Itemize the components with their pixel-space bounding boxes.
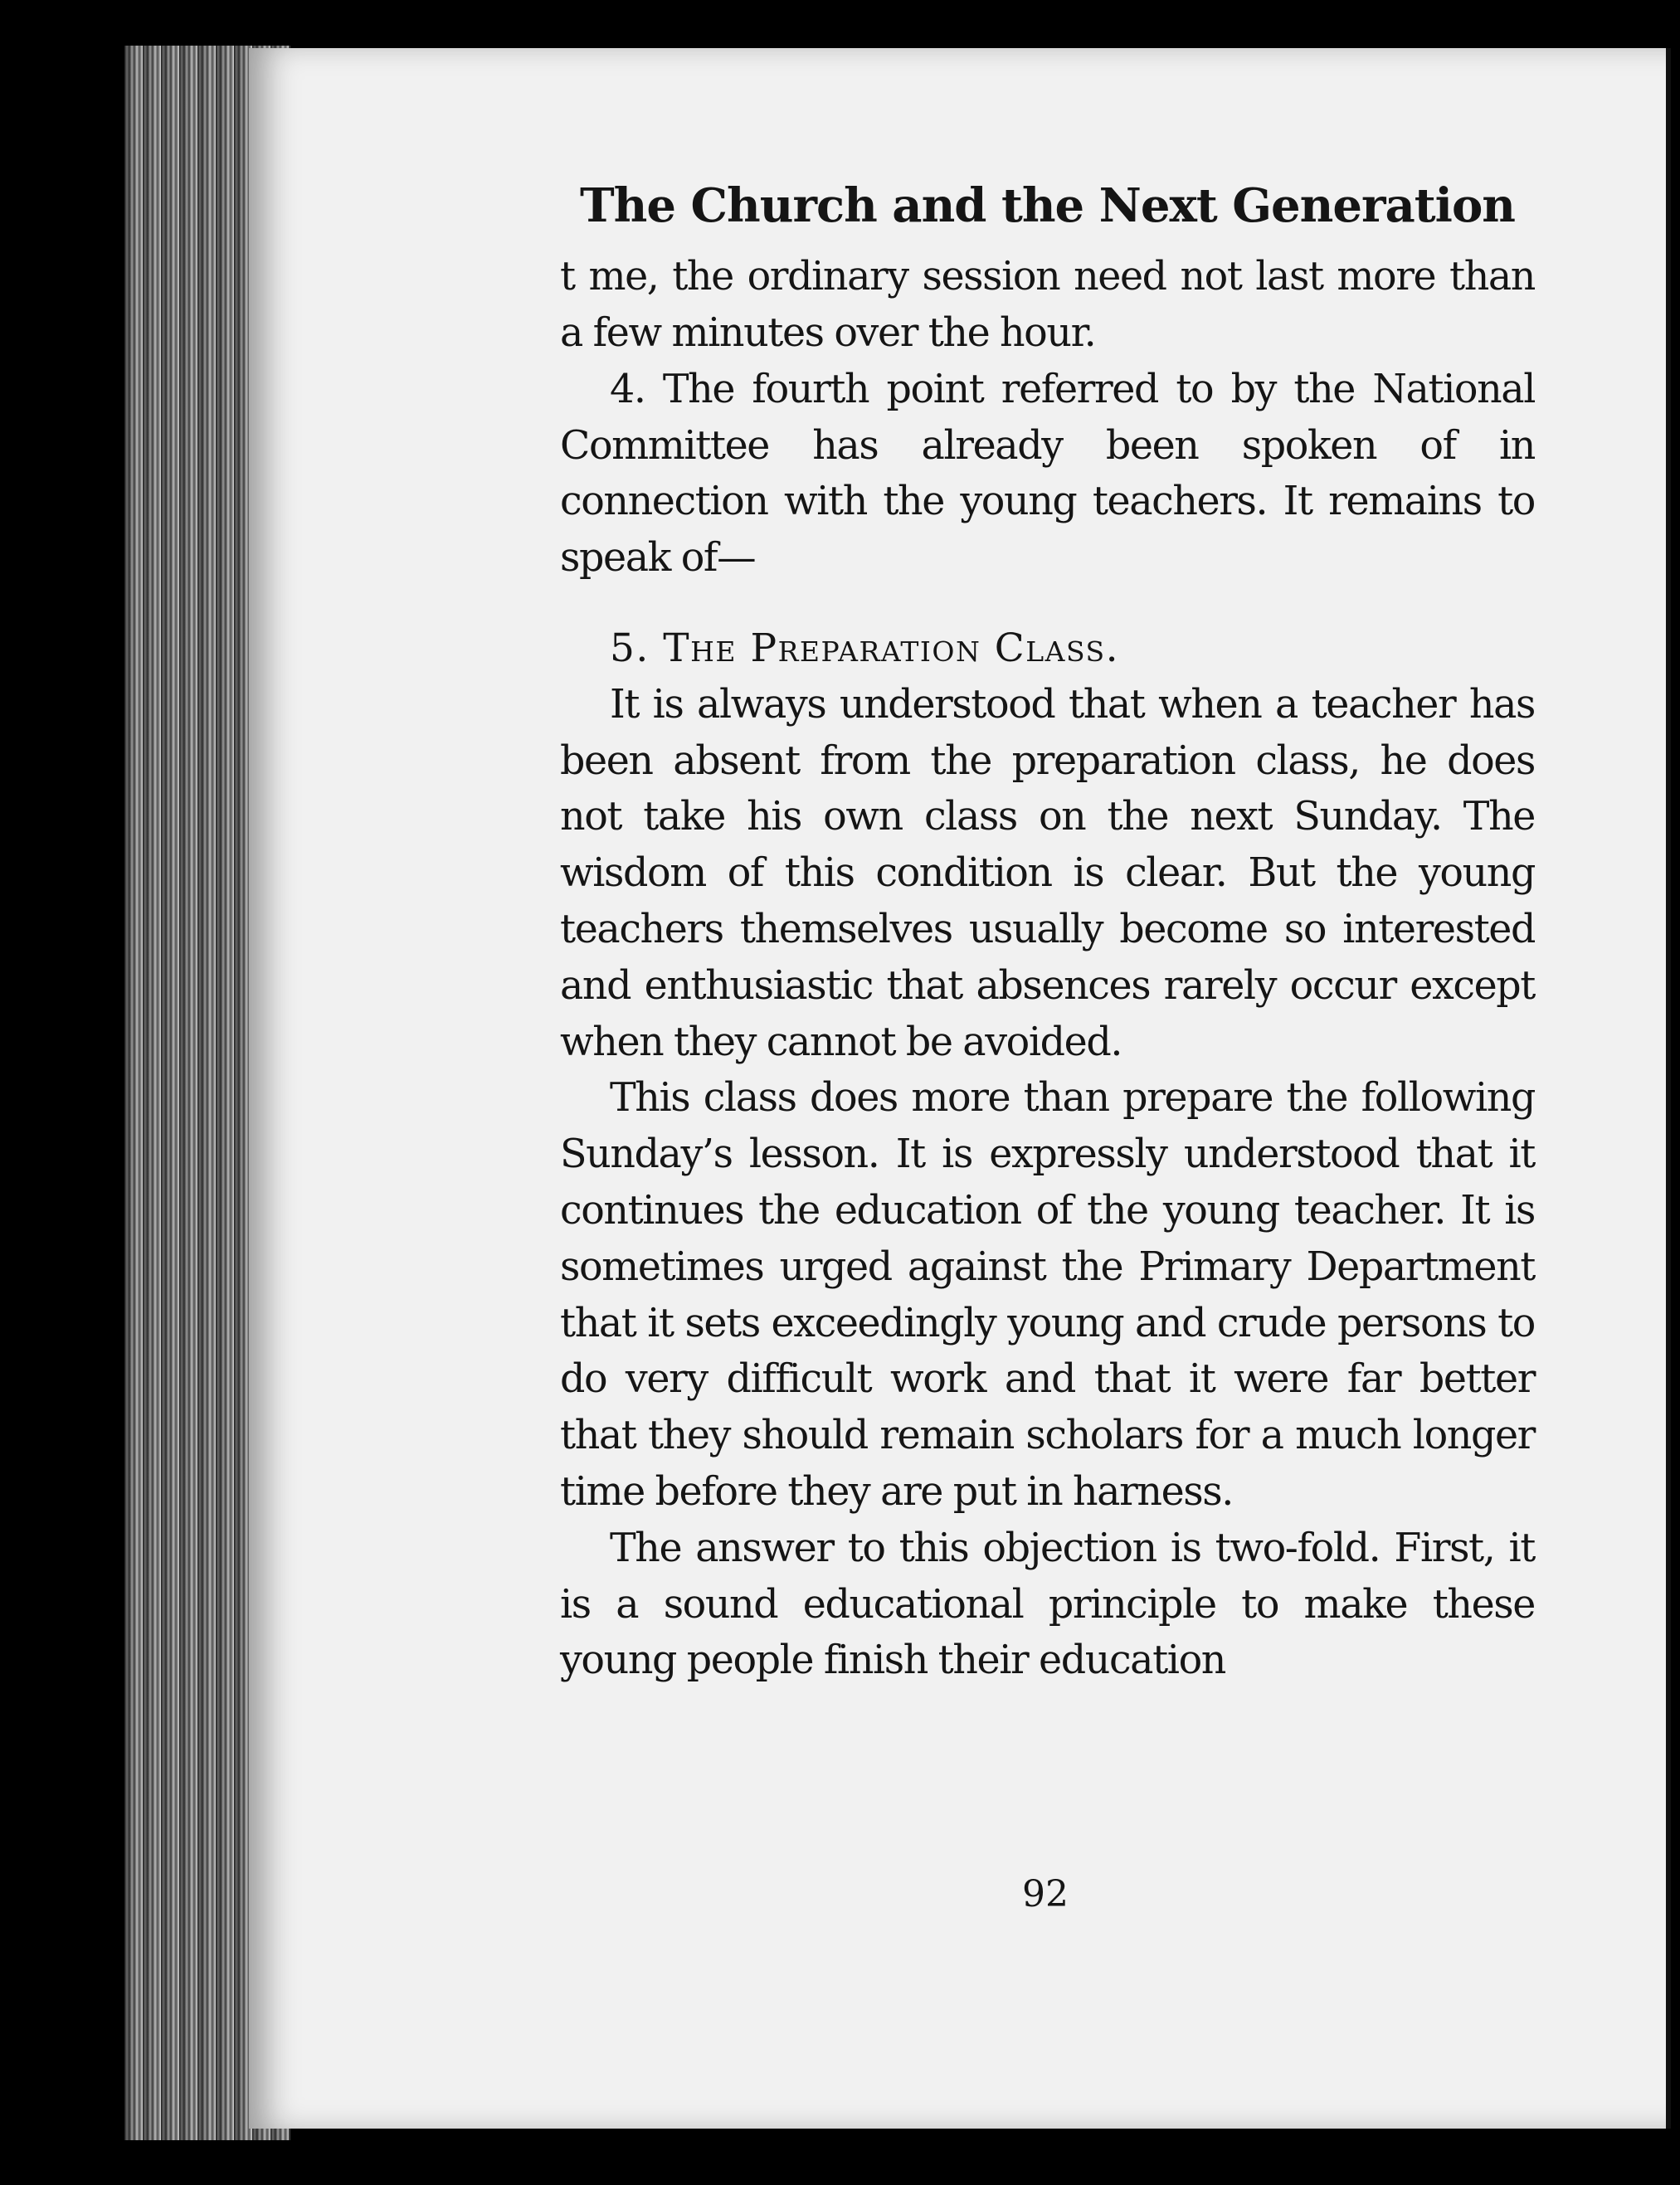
paragraph: 4. The fourth point referred to by the National Committee has already been spoken of in connection with the young teachers. It remains to speak of— bbox=[560, 366, 1535, 582]
running-head: The Church and the Next Generation bbox=[579, 178, 1516, 233]
text-block bbox=[560, 178, 1535, 1689]
paragraph: t me, the ordinary session need not last more than a few minutes over the hour. bbox=[560, 254, 1535, 356]
paragraph: The answer to this objection is two-fold. First, it is a sound educational principle to make these young people finish their education bbox=[560, 1525, 1535, 1684]
paragraph: It is always understood that when a teacher has been absent from the preparation class, he does not take his own class on the next Sunday. The wisdom of this condition is clear. But the young teachers themselves usually become so interested and enthusiastic that absences rarely occur except when they cannot be avoided. bbox=[560, 681, 1535, 1065]
page-right-edge bbox=[1666, 48, 1671, 2129]
section-heading: 5. The Preparation Class. bbox=[610, 625, 1120, 671]
page-number: 92 bbox=[1022, 1873, 1069, 1915]
paragraph: This class does more than prepare the following Sunday’s lesson. It is expressly understood that it continues the education of the young teacher. It is sometimes urged against the Primary Department that it sets exceedingly young and crude persons to do very difficult work and that it were far better that they should remain scholars for a much longer time before they are put in harness. bbox=[560, 1075, 1535, 1515]
